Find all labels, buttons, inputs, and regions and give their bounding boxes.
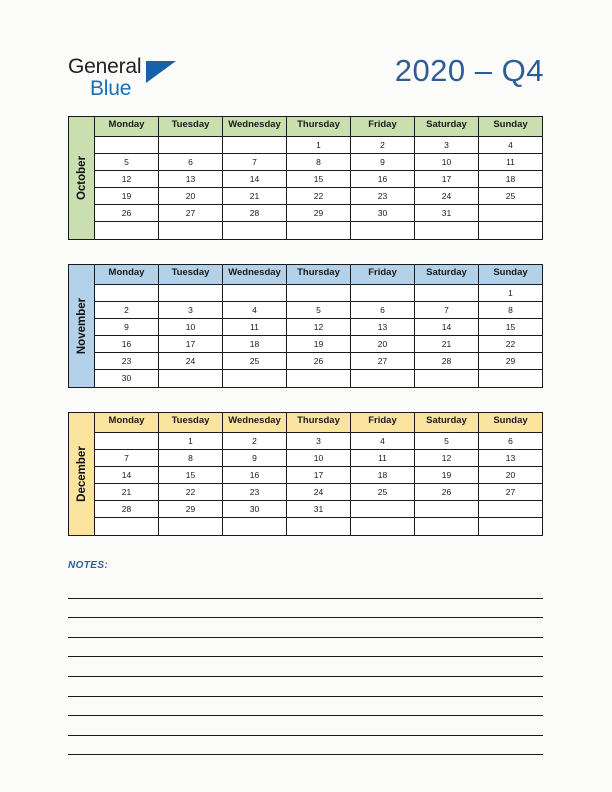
day-cell-empty	[223, 137, 287, 154]
day-cell[interactable]: 13	[159, 171, 223, 188]
day-cell-empty	[223, 370, 287, 387]
week-row	[95, 501, 542, 518]
note-line[interactable]	[68, 657, 543, 677]
day-cell[interactable]: 11	[223, 319, 287, 336]
day-cell-empty	[95, 222, 159, 239]
week-row	[95, 205, 542, 222]
day-cell-empty	[287, 222, 351, 239]
weekday-header-friday: Friday	[351, 117, 415, 137]
week-row	[95, 450, 542, 467]
day-cell-empty	[159, 222, 223, 239]
weekday-header-row	[95, 265, 542, 285]
day-cell[interactable]: 25	[223, 353, 287, 370]
note-line[interactable]	[68, 716, 543, 736]
week-row	[95, 222, 542, 239]
day-cell[interactable]: 15	[159, 467, 223, 484]
weekday-header-row	[95, 117, 542, 137]
day-cell[interactable]: 5	[415, 433, 479, 450]
month-block-november	[68, 264, 543, 388]
day-cell[interactable]: 24	[287, 484, 351, 501]
day-cell-empty	[415, 222, 479, 239]
day-cell[interactable]: 17	[415, 171, 479, 188]
week-row	[95, 302, 542, 319]
week-row	[95, 154, 542, 171]
week-row	[95, 171, 542, 188]
note-line[interactable]	[68, 736, 543, 756]
notes-section	[68, 560, 543, 755]
page-header	[0, 0, 612, 110]
month-grid	[95, 117, 542, 239]
day-cell[interactable]: 8	[479, 302, 542, 319]
day-cell-empty	[415, 501, 479, 518]
note-line[interactable]	[68, 618, 543, 638]
day-cell[interactable]: 19	[95, 188, 159, 205]
day-cell[interactable]: 10	[287, 450, 351, 467]
day-cell[interactable]: 18	[223, 336, 287, 353]
day-cell[interactable]: 16	[223, 467, 287, 484]
day-cell[interactable]: 14	[415, 319, 479, 336]
day-cell[interactable]: 30	[223, 501, 287, 518]
day-cell[interactable]: 10	[415, 154, 479, 171]
day-cell[interactable]: 22	[287, 188, 351, 205]
day-cell[interactable]: 15	[479, 319, 542, 336]
note-line[interactable]	[68, 638, 543, 658]
day-cell[interactable]: 30	[351, 205, 415, 222]
month-name-label: November	[75, 297, 88, 355]
day-cell-empty	[95, 285, 159, 302]
week-row	[95, 137, 542, 154]
day-cell-empty	[287, 370, 351, 387]
triangle-flag-icon	[146, 61, 176, 83]
day-cell-empty	[351, 285, 415, 302]
day-cell[interactable]: 28	[95, 501, 159, 518]
notes-lines	[68, 579, 543, 755]
day-cell-empty	[415, 370, 479, 387]
day-cell-empty	[159, 137, 223, 154]
day-cell[interactable]: 12	[415, 450, 479, 467]
weekday-header-monday: Monday	[95, 265, 159, 285]
day-cell[interactable]: 26	[287, 353, 351, 370]
day-cell[interactable]: 29	[479, 353, 542, 370]
day-cell[interactable]: 7	[223, 154, 287, 171]
day-cell[interactable]: 27	[351, 353, 415, 370]
day-cell[interactable]: 3	[159, 302, 223, 319]
day-cell-empty	[479, 518, 542, 535]
day-cell[interactable]: 12	[95, 171, 159, 188]
day-cell-empty	[479, 501, 542, 518]
month-tab-october	[69, 117, 95, 239]
brand-logo	[68, 55, 248, 105]
day-cell[interactable]: 25	[479, 188, 542, 205]
day-cell[interactable]: 27	[159, 205, 223, 222]
day-cell-empty	[479, 370, 542, 387]
day-cell[interactable]: 24	[415, 188, 479, 205]
note-line[interactable]	[68, 697, 543, 717]
day-cell[interactable]: 16	[95, 336, 159, 353]
day-cell[interactable]: 20	[479, 467, 542, 484]
month-name-label: October	[75, 155, 88, 201]
weekday-header-tuesday: Tuesday	[159, 413, 223, 433]
day-cell[interactable]: 23	[351, 188, 415, 205]
day-cell[interactable]: 14	[223, 171, 287, 188]
day-cell[interactable]: 25	[351, 484, 415, 501]
week-row	[95, 319, 542, 336]
day-cell[interactable]: 9	[351, 154, 415, 171]
day-cell[interactable]: 7	[415, 302, 479, 319]
day-cell[interactable]: 3	[415, 137, 479, 154]
day-cell[interactable]: 13	[479, 450, 542, 467]
day-cell[interactable]: 22	[479, 336, 542, 353]
day-cell[interactable]: 5	[95, 154, 159, 171]
day-cell-empty	[287, 285, 351, 302]
note-line[interactable]	[68, 677, 543, 697]
weekday-header-thursday: Thursday	[287, 413, 351, 433]
day-cell[interactable]: 17	[159, 336, 223, 353]
weekday-header-thursday: Thursday	[287, 117, 351, 137]
day-cell-empty	[287, 518, 351, 535]
note-line[interactable]	[68, 579, 543, 599]
day-cell[interactable]: 31	[415, 205, 479, 222]
month-grid	[95, 413, 542, 535]
weekday-header-sunday: Sunday	[479, 265, 542, 285]
weekday-header-monday: Monday	[95, 413, 159, 433]
day-cell-empty	[223, 285, 287, 302]
month-grid	[95, 265, 542, 387]
day-cell[interactable]: 18	[479, 171, 542, 188]
day-cell[interactable]: 13	[351, 319, 415, 336]
weekday-header-row	[95, 413, 542, 433]
day-cell[interactable]: 24	[159, 353, 223, 370]
day-cell[interactable]: 28	[223, 205, 287, 222]
day-cell-empty	[415, 518, 479, 535]
note-line[interactable]	[68, 599, 543, 619]
day-cell[interactable]: 20	[159, 188, 223, 205]
day-cell[interactable]: 26	[95, 205, 159, 222]
day-cell-empty	[415, 285, 479, 302]
day-cell[interactable]: 20	[351, 336, 415, 353]
day-cell[interactable]: 22	[159, 484, 223, 501]
day-cell[interactable]: 19	[287, 336, 351, 353]
day-cell-empty	[95, 137, 159, 154]
day-cell-empty	[95, 518, 159, 535]
day-cell[interactable]: 21	[415, 336, 479, 353]
brand-name-blue: Blue	[90, 77, 132, 100]
day-cell[interactable]: 23	[95, 353, 159, 370]
day-cell[interactable]: 18	[351, 467, 415, 484]
weekday-header-sunday: Sunday	[479, 117, 542, 137]
week-row	[95, 518, 542, 535]
day-cell[interactable]: 21	[223, 188, 287, 205]
day-cell-empty	[351, 501, 415, 518]
day-cell[interactable]: 1	[287, 137, 351, 154]
day-cell-empty	[159, 370, 223, 387]
week-row	[95, 484, 542, 501]
month-tab-november	[69, 265, 95, 387]
day-cell[interactable]: 29	[159, 501, 223, 518]
day-cell[interactable]: 1	[479, 285, 542, 302]
week-row	[95, 467, 542, 484]
day-cell[interactable]: 4	[223, 302, 287, 319]
day-cell[interactable]: 4	[351, 433, 415, 450]
day-cell-empty	[351, 370, 415, 387]
weekday-header-friday: Friday	[351, 265, 415, 285]
weekday-header-saturday: Saturday	[415, 413, 479, 433]
weekday-header-thursday: Thursday	[287, 265, 351, 285]
week-row	[95, 285, 542, 302]
month-block-october	[68, 116, 543, 240]
day-cell[interactable]: 2	[223, 433, 287, 450]
day-cell[interactable]: 7	[95, 450, 159, 467]
day-cell[interactable]: 26	[415, 484, 479, 501]
day-cell[interactable]: 28	[415, 353, 479, 370]
day-cell-empty	[223, 518, 287, 535]
month-block-december	[68, 412, 543, 536]
day-cell-empty	[223, 222, 287, 239]
day-cell[interactable]: 12	[287, 319, 351, 336]
day-cell-empty	[159, 518, 223, 535]
week-row	[95, 336, 542, 353]
day-cell[interactable]: 15	[287, 171, 351, 188]
day-cell[interactable]: 29	[287, 205, 351, 222]
day-cell[interactable]: 27	[479, 484, 542, 501]
weekday-header-saturday: Saturday	[415, 265, 479, 285]
day-cell-empty	[351, 222, 415, 239]
day-cell[interactable]: 3	[287, 433, 351, 450]
day-cell[interactable]: 9	[223, 450, 287, 467]
day-cell[interactable]: 11	[479, 154, 542, 171]
day-cell[interactable]: 21	[95, 484, 159, 501]
day-cell[interactable]: 23	[223, 484, 287, 501]
day-cell-empty	[159, 285, 223, 302]
day-cell[interactable]: 9	[95, 319, 159, 336]
week-row	[95, 370, 542, 387]
day-cell[interactable]: 10	[159, 319, 223, 336]
weekday-header-friday: Friday	[351, 413, 415, 433]
weekday-header-wednesday: Wednesday	[223, 117, 287, 137]
week-row	[95, 188, 542, 205]
day-cell[interactable]: 8	[159, 450, 223, 467]
day-cell[interactable]: 16	[351, 171, 415, 188]
brand-name-general: General	[68, 55, 142, 78]
month-name-label: December	[75, 446, 88, 502]
day-cell[interactable]: 6	[479, 433, 542, 450]
day-cell-empty	[479, 205, 542, 222]
notes-title: NOTES:	[68, 560, 109, 571]
weekday-header-sunday: Sunday	[479, 413, 542, 433]
day-cell[interactable]: 2	[95, 302, 159, 319]
day-cell[interactable]: 1	[159, 433, 223, 450]
day-cell[interactable]: 14	[95, 467, 159, 484]
weekday-header-wednesday: Wednesday	[223, 265, 287, 285]
day-cell[interactable]: 31	[287, 501, 351, 518]
day-cell-empty	[95, 433, 159, 450]
weekday-header-tuesday: Tuesday	[159, 265, 223, 285]
month-tab-december	[69, 413, 95, 535]
page-title: 2020 – Q4	[394, 53, 544, 88]
day-cell[interactable]: 8	[287, 154, 351, 171]
day-cell-empty	[479, 222, 542, 239]
weekday-header-tuesday: Tuesday	[159, 117, 223, 137]
day-cell[interactable]: 6	[351, 302, 415, 319]
day-cell[interactable]: 30	[95, 370, 159, 387]
day-cell[interactable]: 17	[287, 467, 351, 484]
day-cell-empty	[351, 518, 415, 535]
weekday-header-wednesday: Wednesday	[223, 413, 287, 433]
week-row	[95, 353, 542, 370]
day-cell[interactable]: 4	[479, 137, 542, 154]
day-cell[interactable]: 2	[351, 137, 415, 154]
weekday-header-monday: Monday	[95, 117, 159, 137]
day-cell[interactable]: 11	[351, 450, 415, 467]
day-cell[interactable]: 19	[415, 467, 479, 484]
week-row	[95, 433, 542, 450]
day-cell[interactable]: 6	[159, 154, 223, 171]
day-cell[interactable]: 5	[287, 302, 351, 319]
weekday-header-saturday: Saturday	[415, 117, 479, 137]
